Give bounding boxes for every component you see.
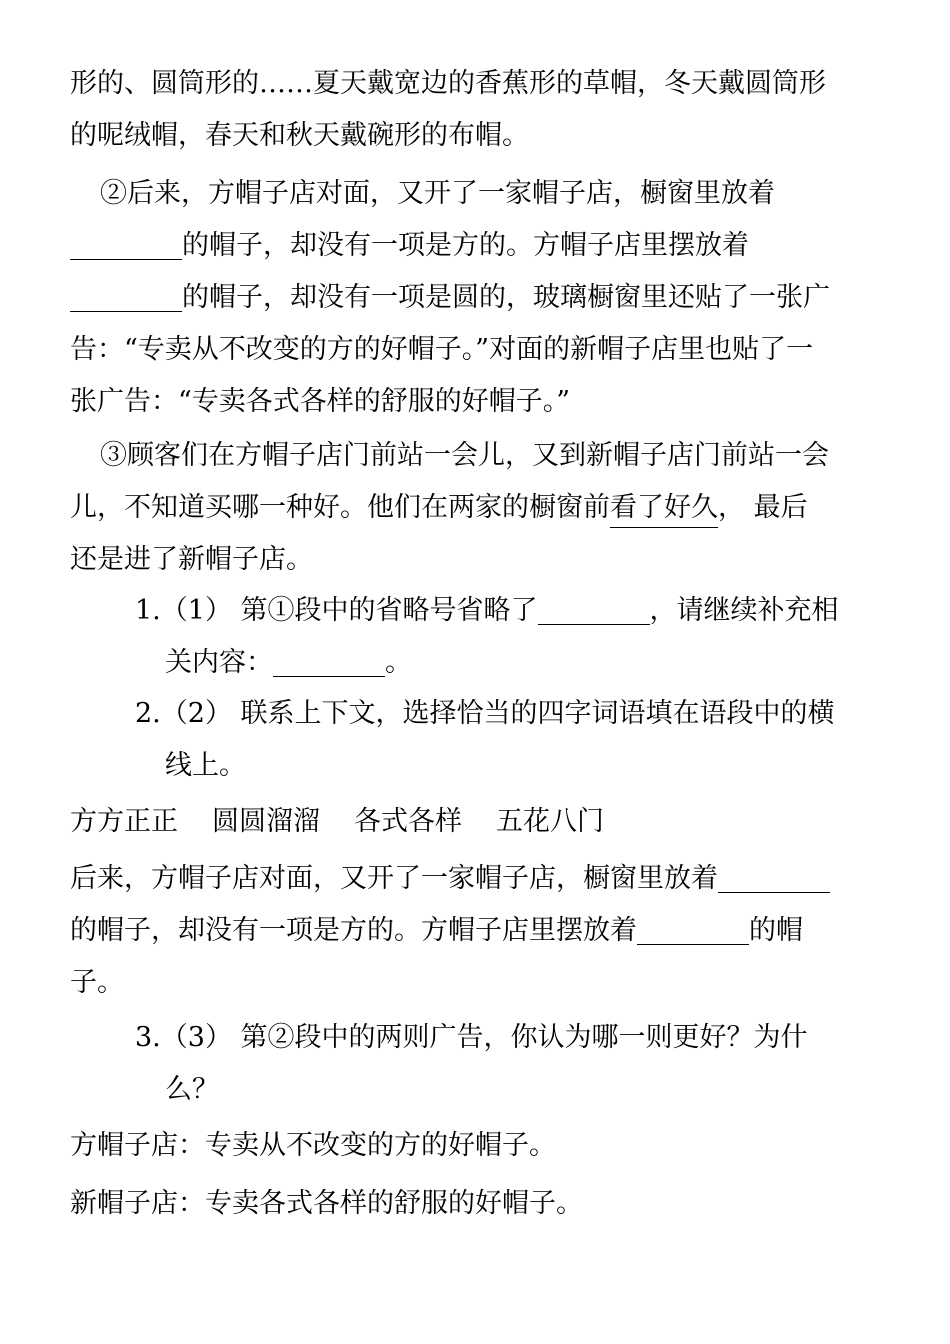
- q1-text-b: ，请继续补充相: [649, 595, 839, 626]
- para2-line-3-text: 的帽子，却没有一项是圆的，玻璃橱窗里还贴了一张广: [182, 282, 830, 313]
- option-2: 圆圆溜溜: [212, 806, 320, 837]
- question-2: [135, 688, 895, 792]
- paragraph-3: [70, 430, 910, 586]
- fill-line-3: 子。: [70, 967, 124, 998]
- q2-text-a: 联系上下文，选择恰当的四字词语填在语段中的横: [231, 698, 835, 729]
- question-1: [135, 585, 895, 689]
- fill-line-2-end: 的帽: [749, 915, 803, 946]
- option-1: 方方正正: [70, 806, 178, 837]
- para2-line-2: [70, 220, 910, 272]
- para3-line-2-text: 儿，不知道买哪一种好。他们在两家的橱窗前: [70, 492, 610, 523]
- option-4: 五花八门: [496, 806, 604, 837]
- para3-line-2: [70, 482, 910, 534]
- intro-line-2: 的呢绒帽，春天和秋天戴碗形的布帽。: [70, 120, 529, 151]
- para3-line-1: ③顾客们在方帽子店门前站一会儿，又到新帽子店门前站一会: [100, 440, 829, 471]
- underlined-phrase: 看了好久: [610, 492, 718, 528]
- paragraph-2: [70, 168, 910, 428]
- q1-line-1: [135, 585, 895, 637]
- q3-line-1: [135, 1012, 895, 1064]
- word-options: [70, 796, 910, 848]
- q3-line-2: 么？: [165, 1074, 219, 1105]
- q3-text-a: 第②段中的两则广告，你认为哪一则更好？为什: [231, 1022, 808, 1053]
- q1-text-a: 第①段中的省略号省略了: [231, 595, 538, 626]
- option-3: 各式各样: [354, 806, 462, 837]
- fill-line-1-text: 后来，方帽子店对面，又开了一家帽子店，橱窗里放着: [70, 863, 718, 894]
- para2-line-5: 张广告：“专卖各式各样的舒服的好帽子。”: [70, 386, 571, 417]
- fill-line-1: [70, 853, 910, 905]
- q1-number: 1.（1）: [135, 595, 232, 626]
- intro-paragraph: [70, 58, 910, 162]
- fill-blank-2[interactable]: [637, 910, 749, 945]
- blank-2[interactable]: [70, 277, 182, 312]
- q1-blank-2[interactable]: [273, 642, 385, 677]
- q2-line-2: 线上。: [165, 750, 246, 781]
- intro-line-1: 形的、圆筒形的……夏天戴宽边的香蕉形的草帽，冬天戴圆筒形: [70, 68, 826, 99]
- para3-line-2-end: ， 最后: [718, 492, 808, 523]
- q1-line-2: [135, 637, 895, 689]
- blank-1[interactable]: [70, 225, 182, 260]
- para2-line-1: ②后来，方帽子店对面，又开了一家帽子店，橱窗里放着: [100, 178, 775, 209]
- q1-text-c: 关内容：: [165, 647, 273, 678]
- q3-number: 3.（3）: [135, 1022, 232, 1053]
- para2-line-2-text: 的帽子，却没有一项是方的。方帽子店里摆放着: [182, 230, 749, 261]
- para2-line-3: [70, 272, 910, 324]
- fill-blank-1[interactable]: [718, 858, 830, 893]
- question-3: [135, 1012, 895, 1116]
- q2-line-1: [135, 688, 895, 740]
- fill-line-2-text: 的帽子，却没有一项是方的。方帽子店里摆放着: [70, 915, 637, 946]
- q1-blank-1[interactable]: [538, 590, 650, 625]
- q2-number: 2.（2）: [135, 698, 232, 729]
- para3-line-3: 还是进了新帽子店。: [70, 544, 313, 575]
- fill-passage: [70, 853, 910, 1009]
- fill-line-2: [70, 905, 910, 957]
- ad-square-shop: 方帽子店：专卖从不改变的方的好帽子。: [70, 1130, 556, 1161]
- q1-text-d: 。: [385, 647, 412, 678]
- para2-line-4: 告：“专卖从不改变的方的好帽子。”对面的新帽子店里也贴了一: [70, 334, 814, 365]
- ad-new-shop: 新帽子店：专卖各式各样的舒服的好帽子。: [70, 1188, 583, 1219]
